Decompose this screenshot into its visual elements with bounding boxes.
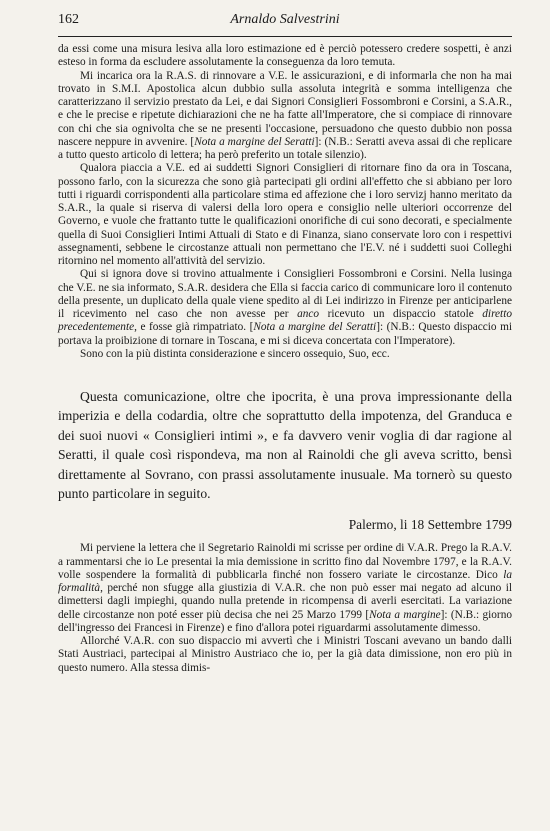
page-header <box>58 12 512 37</box>
letter-paragraph: Mi perviene la lettera che il Segretario Rainoldi mi scrisse per ordine di V.A.R. Prego la R.A.V. a rammentarsi che io Le presentai la mia demissione in scritto fino dal Novembre 1797, e la R.A.V. volle sospendere la formalità di pubblicarla finché non fossero variate le circostanze. Dico la formalità, perché non sfugge alla giustizia di V.A.R. che non può esser mai negato ad alcuno il dimettersi dagli impieghi, quando nulla pretende in ricompensa di averli esercitati. La variazione delle circostanze non poté esser più decisa che nei 25 Marzo 1799 [Nota a margine]: (N.B.: giorno dell'ingresso dei Francesi in Firenze) e fino d'allora potei riguardarmi assolutamente dimesso. <box>58 542 512 634</box>
margin-note-label: Nota a margine del Seratti <box>194 135 315 148</box>
letter-closing: Sono con la più distinta considerazione e sincero ossequio, Suo, ecc. <box>80 347 390 360</box>
page-number: 162 <box>58 12 79 27</box>
running-head: Arnaldo Salvestrini <box>230 12 340 27</box>
commentary <box>58 387 512 503</box>
dateline: Palermo, li 18 Settembre 1799 <box>348 517 512 533</box>
commentary-paragraph: Questa comunicazione, oltre che ipocrita, è una prova impressionante della imperizia e della codardia, oltre che soprattutto della impotenza, del Granduca e dei suoi nuovi « Consiglieri intimi », e fa davvero venir voglia di dar ragione al Seratti, il quale così rispondeva, ma non al Rainoldi che gli aveva scritto, bensì direttamente al Sovrano, con prassi assolutamente inusuale. Ma tornerò su questo punto particolare in seguito. <box>58 389 512 502</box>
letter-paragraph: da essi come una misura lesiva alla loro estimazione ed è perciò potessero credere sospetti, è anzi esteso in forma da escludere assolutamente la conseguenza da loro temuta. <box>58 43 512 69</box>
margin-note-label: Nota a margine del Seratti <box>253 321 377 334</box>
margin-note-label: Nota a margine <box>369 608 441 621</box>
letter-excerpt <box>58 43 512 361</box>
letter-paragraph: Mi incarica ora la R.A.S. di rinnovare a V.E. le assicurazioni, e di informarla che non ha mai trovato in S.M.I. Apostolica alcun dubbio sulla assoluta integrità e somma intelligenza che caratterizzano il servizio prestato da Lei, e dai Signori Consiglieri Fossombroni e Corsini, a S.A.R., e che le precise e ripetute dichiarazioni che ne ha fatte all'Imperatore, che si compiace di rinnovare con chi che sia ognivolta che se ne presenti l'occasione, persuadono che questo dubbio non possa nascere neppure in avvenire. [Nota a margine del Seratti]: (N.B.: Seratti aveva assai di che replicare a tutto questo articolo di lettera; ha però preferito un totale silenzio). <box>58 69 513 161</box>
letter-paragraph: Qualora piaccia a V.E. ed ai suddetti Signori Consiglieri di ritornare fino da ora in Toscana, possono farlo, con la sicurezza che sono già partecipati gli ordini all'effetto che si abbiano per loro tutti i riguardi corrispondenti alla particolare stima ed affezione che i loro servizj hanno meritato da S.A.R., la quale si riserva di valersi della loro opera e consiglio nelle ulteriori occorrenze del Governo, e vuole che frattanto tutte le qualificazioni onorifiche di cui sono decorati, e specialmente quella di Suoi Consiglieri Intimi Attuali di Stato e di Finanza, siano conservate loro con i respettivi assegnamenti, sebbene le circostanze attuali non permettano che l'E.V. né i suddetti suoi Colleghi ritornino nel momento all'attività del servizio. <box>58 162 512 267</box>
letter-paragraph: Qui si ignora dove si trovino attualmente i Consiglieri Fossombroni e Corsini. Nella lusinga che V.E. ne sia informato, S.A.R. desidera che Ella si faccia carico di communicare loro il contenuto della presente, un duplicato della quale viene spedito al di Lei indirizzo in Firenze per anticiparlene il ricevimento nel caso che non avesse per anco ricevuto un dispaccio statole diretto precedentemente, e fosse già rimpatriato. [Nota a margine del Seratti]: (N.B.: Questo dispaccio mi portava la proibizione di tornare in Toscana, e mi si diceva concertata con l'Imperatore). <box>58 268 513 347</box>
letter-paragraph: Allorché V.A.R. con suo dispaccio mi avvertì che i Ministri Toscani avevano un bando dalli Stati Austriaci, partecipai al Ministro Austriaco che io, per la già data dimissione, non ero più in questo numero. Alla stessa dimis- <box>58 635 512 674</box>
letter-excerpt-2 <box>58 542 512 675</box>
